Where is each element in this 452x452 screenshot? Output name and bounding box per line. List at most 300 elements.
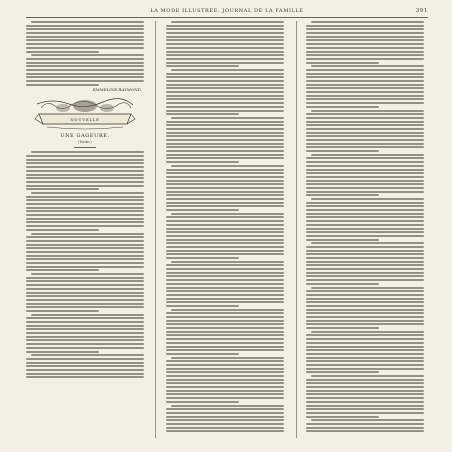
text-line [306, 139, 424, 141]
text-line [306, 342, 424, 344]
text-line [306, 54, 424, 56]
text-line [166, 161, 239, 163]
title-rule [74, 147, 96, 148]
text-line [26, 196, 144, 198]
text-line [306, 98, 424, 100]
text-line [26, 207, 144, 209]
text-line [306, 143, 424, 145]
text-line [166, 416, 284, 418]
text-line [166, 427, 284, 429]
text-line [306, 216, 424, 218]
text-line [306, 357, 424, 359]
text-line [166, 368, 284, 370]
text-line [26, 76, 144, 78]
text-line [166, 157, 284, 159]
text-line [306, 43, 424, 45]
text-line [306, 132, 424, 134]
text-line [306, 250, 424, 252]
text-line [166, 231, 284, 233]
text-line [31, 151, 144, 153]
text-line [306, 312, 424, 314]
text-line [306, 371, 379, 373]
text-line [166, 346, 284, 348]
text-line [166, 205, 284, 207]
text-line [306, 323, 424, 325]
text-line [166, 253, 284, 255]
text-line [26, 236, 144, 238]
text-line [166, 87, 284, 89]
text-line [166, 91, 284, 93]
text-line [166, 312, 284, 314]
text-line [166, 353, 239, 355]
nouvelle-vignette [33, 96, 137, 130]
text-line [306, 386, 424, 388]
text-line [306, 379, 424, 381]
text-line [166, 283, 284, 285]
text-line [306, 279, 424, 281]
text-line [171, 165, 284, 167]
text-line [166, 76, 284, 78]
text-line [306, 412, 424, 414]
text-line [26, 269, 99, 271]
text-line [26, 43, 144, 45]
text-line [26, 162, 144, 164]
text-line [31, 314, 144, 316]
text-line [166, 110, 284, 112]
text-line [306, 113, 424, 115]
text-line [166, 65, 239, 67]
text-line [166, 305, 239, 307]
text-line [306, 360, 424, 362]
text-line [306, 124, 424, 126]
text-line [166, 73, 284, 75]
column-right [306, 21, 424, 438]
author-signature: EMMELINE RAYMOND. [92, 87, 142, 93]
text-line [306, 246, 424, 248]
text-line [166, 80, 284, 82]
text-line [306, 80, 424, 82]
text-line [26, 58, 144, 60]
text-line [166, 47, 284, 49]
story-title: UNE GAGEURE. [60, 133, 110, 140]
text-line [306, 264, 424, 266]
text-line [166, 95, 284, 97]
text-line [26, 288, 144, 290]
text-line [166, 287, 284, 289]
text-line [26, 343, 144, 345]
text-line [306, 84, 424, 86]
text-line [26, 292, 144, 294]
text-line [166, 430, 284, 432]
text-line [306, 121, 424, 123]
text-line [306, 47, 424, 49]
text-line [26, 69, 144, 71]
text-line [26, 266, 144, 268]
text-line [306, 290, 424, 292]
text-line [306, 393, 424, 395]
text-line [306, 320, 424, 322]
text-line [166, 172, 284, 174]
text-line [26, 210, 144, 212]
text-line [306, 146, 424, 148]
text-line [166, 139, 284, 141]
text-line [306, 194, 379, 196]
text-line [306, 205, 424, 207]
text-line [166, 209, 239, 211]
text-line [306, 430, 424, 432]
text-line [31, 21, 144, 23]
text-line [166, 150, 284, 152]
text-line [31, 54, 144, 56]
text-line [166, 102, 284, 104]
text-line [306, 349, 424, 351]
text-line [166, 228, 284, 230]
text-line [306, 316, 424, 318]
text-line [26, 373, 144, 375]
text-line [306, 261, 424, 263]
text-line [306, 180, 424, 182]
text-line [306, 298, 424, 300]
text-line [166, 25, 284, 27]
text-line [306, 382, 424, 384]
text-line [166, 143, 284, 145]
text-line [166, 198, 284, 200]
header-rule [26, 17, 428, 18]
text-line [306, 268, 424, 270]
text-line [166, 121, 284, 123]
text-line [166, 239, 284, 241]
text-line [306, 239, 379, 241]
text-line [166, 169, 284, 171]
text-line [306, 106, 379, 108]
text-line [166, 342, 284, 344]
column-left [26, 21, 144, 438]
article-ending-text [26, 21, 144, 86]
text-line [166, 183, 284, 185]
text-line [166, 106, 284, 108]
text-line [306, 346, 424, 348]
text-line [166, 290, 284, 292]
text-line [166, 154, 284, 156]
text-line [311, 331, 424, 333]
text-line [306, 25, 424, 27]
text-line [306, 397, 424, 399]
text-line [166, 334, 284, 336]
text-line [166, 301, 284, 303]
text-line [306, 28, 424, 30]
text-line [166, 316, 284, 318]
text-line [166, 298, 284, 300]
text-line [311, 287, 424, 289]
text-line [306, 161, 424, 163]
text-line [306, 165, 424, 167]
text-line [306, 334, 424, 336]
text-line [306, 209, 424, 211]
column-separator [296, 21, 297, 438]
text-line [166, 323, 284, 325]
story-text-right [306, 21, 424, 432]
text-line [166, 279, 284, 281]
text-line [26, 25, 144, 27]
text-line [306, 150, 379, 152]
text-line [306, 401, 424, 403]
text-line [306, 235, 424, 237]
text-line [306, 353, 424, 355]
text-line [166, 39, 284, 41]
text-line [26, 262, 144, 264]
text-line [166, 268, 284, 270]
text-line [166, 320, 284, 322]
text-line [26, 199, 144, 201]
text-line [26, 188, 99, 190]
text-line [166, 412, 284, 414]
text-line [306, 51, 424, 53]
text-line [306, 368, 424, 370]
text-line [26, 32, 144, 34]
text-line [306, 187, 424, 189]
text-line [166, 146, 284, 148]
column-middle [166, 21, 284, 438]
text-line [306, 32, 424, 34]
text-line [26, 214, 144, 216]
text-line [26, 244, 144, 246]
text-line [166, 382, 284, 384]
text-line [311, 242, 424, 244]
text-line [26, 203, 144, 205]
text-line [26, 277, 144, 279]
text-line [26, 51, 99, 53]
text-line [26, 332, 144, 334]
text-line [26, 225, 144, 227]
text-line [171, 309, 284, 311]
text-line [26, 39, 144, 41]
text-line [306, 416, 379, 418]
text-line [306, 91, 424, 93]
text-line [26, 295, 144, 297]
text-line [306, 69, 424, 71]
story-text-left [26, 151, 144, 378]
text-line [306, 257, 424, 259]
text-line [306, 157, 424, 159]
text-line [166, 135, 284, 137]
text-line [171, 69, 284, 71]
text-line [26, 251, 144, 253]
text-line [306, 364, 424, 366]
text-line [26, 240, 144, 242]
text-line [306, 253, 424, 255]
text-line [311, 198, 424, 200]
text-line [26, 181, 144, 183]
text-line [26, 358, 144, 360]
text-line [26, 36, 144, 38]
text-line [26, 351, 99, 353]
text-line [26, 185, 144, 187]
text-line [166, 275, 284, 277]
text-line [166, 264, 284, 266]
text-line [26, 84, 99, 86]
text-line [26, 280, 144, 282]
text-line [26, 159, 144, 161]
text-line [166, 32, 284, 34]
text-line [26, 177, 144, 179]
text-line [306, 275, 424, 277]
text-line [166, 191, 284, 193]
text-line [166, 331, 284, 333]
text-line [171, 357, 284, 359]
text-line [26, 317, 144, 319]
text-line [166, 408, 284, 410]
page-number: 391 [415, 8, 428, 14]
text-line [166, 84, 284, 86]
text-line [26, 369, 144, 371]
text-line [166, 216, 284, 218]
text-line [166, 423, 284, 425]
text-line [166, 397, 284, 399]
text-line [26, 229, 99, 231]
text-line [306, 76, 424, 78]
text-line [306, 283, 379, 285]
text-line [171, 261, 284, 263]
text-line [306, 202, 424, 204]
text-line [166, 327, 284, 329]
text-line [306, 58, 424, 60]
text-line [166, 294, 284, 296]
text-line [26, 376, 144, 378]
text-line [306, 73, 424, 75]
text-line [166, 224, 284, 226]
text-line [166, 113, 239, 115]
text-line [26, 303, 144, 305]
text-line [26, 321, 144, 323]
text-line [311, 65, 424, 67]
text-line [306, 213, 424, 215]
text-line [166, 401, 239, 403]
text-line [26, 336, 144, 338]
text-line [166, 419, 284, 421]
vignette-illustration [33, 96, 137, 130]
text-line [306, 128, 424, 130]
text-line [26, 47, 144, 49]
column-separator [155, 21, 156, 438]
text-line [31, 192, 144, 194]
story-subtitle: (Suite.) [78, 140, 92, 145]
page-header [26, 7, 428, 17]
text-line [26, 155, 144, 157]
text-line [306, 408, 424, 410]
text-line [166, 202, 284, 204]
text-line [166, 242, 284, 244]
text-line [166, 250, 284, 252]
text-line [26, 328, 144, 330]
text-line [166, 393, 284, 395]
text-line [166, 132, 284, 134]
text-line [306, 309, 424, 311]
text-line [311, 110, 424, 112]
text-line [306, 327, 379, 329]
text-line [306, 176, 424, 178]
text-line [26, 310, 99, 312]
text-line [306, 220, 424, 222]
text-line [166, 386, 284, 388]
text-line [26, 218, 144, 220]
text-line [26, 255, 144, 257]
text-line [171, 21, 284, 23]
text-line [26, 28, 144, 30]
text-line [171, 117, 284, 119]
text-line [166, 235, 284, 237]
text-line [166, 62, 284, 64]
text-line [306, 36, 424, 38]
text-line [26, 166, 144, 168]
text-line [306, 405, 424, 407]
text-line [306, 135, 424, 137]
text-line [311, 419, 424, 421]
text-line [166, 54, 284, 56]
text-line [171, 213, 284, 215]
text-line [26, 174, 144, 176]
text-line [166, 338, 284, 340]
text-line [166, 28, 284, 30]
text-line [26, 347, 144, 349]
text-line [26, 80, 144, 82]
text-line [306, 301, 424, 303]
text-line [26, 339, 144, 341]
text-line [306, 87, 424, 89]
text-line [26, 247, 144, 249]
text-line [26, 62, 144, 64]
text-line [166, 36, 284, 38]
text-line [166, 128, 284, 130]
vignette-label: NOUVELLE [70, 117, 100, 123]
text-line [166, 272, 284, 274]
text-line [306, 390, 424, 392]
text-line [26, 365, 144, 367]
text-line [26, 306, 144, 308]
text-line [31, 354, 144, 356]
text-line [311, 375, 424, 377]
text-line [166, 124, 284, 126]
text-line [166, 360, 284, 362]
text-line [166, 180, 284, 182]
text-line [166, 349, 284, 351]
text-line [171, 405, 284, 407]
text-line [306, 338, 424, 340]
text-line [26, 170, 144, 172]
text-line [306, 102, 424, 104]
text-line [166, 379, 284, 381]
text-line [306, 224, 424, 226]
text-line [26, 284, 144, 286]
text-line [306, 169, 424, 171]
text-line [306, 191, 424, 193]
text-line [311, 154, 424, 156]
text-line [306, 228, 424, 230]
text-line [306, 117, 424, 119]
text-line [306, 305, 424, 307]
text-line [166, 246, 284, 248]
text-line [31, 273, 144, 275]
text-line [166, 58, 284, 60]
text-line [166, 176, 284, 178]
text-line [26, 362, 144, 364]
story-text-middle [166, 21, 284, 432]
text-line [26, 299, 144, 301]
text-line [166, 51, 284, 53]
text-line [166, 220, 284, 222]
text-line [26, 73, 144, 75]
text-line [306, 39, 424, 41]
text-line [306, 272, 424, 274]
